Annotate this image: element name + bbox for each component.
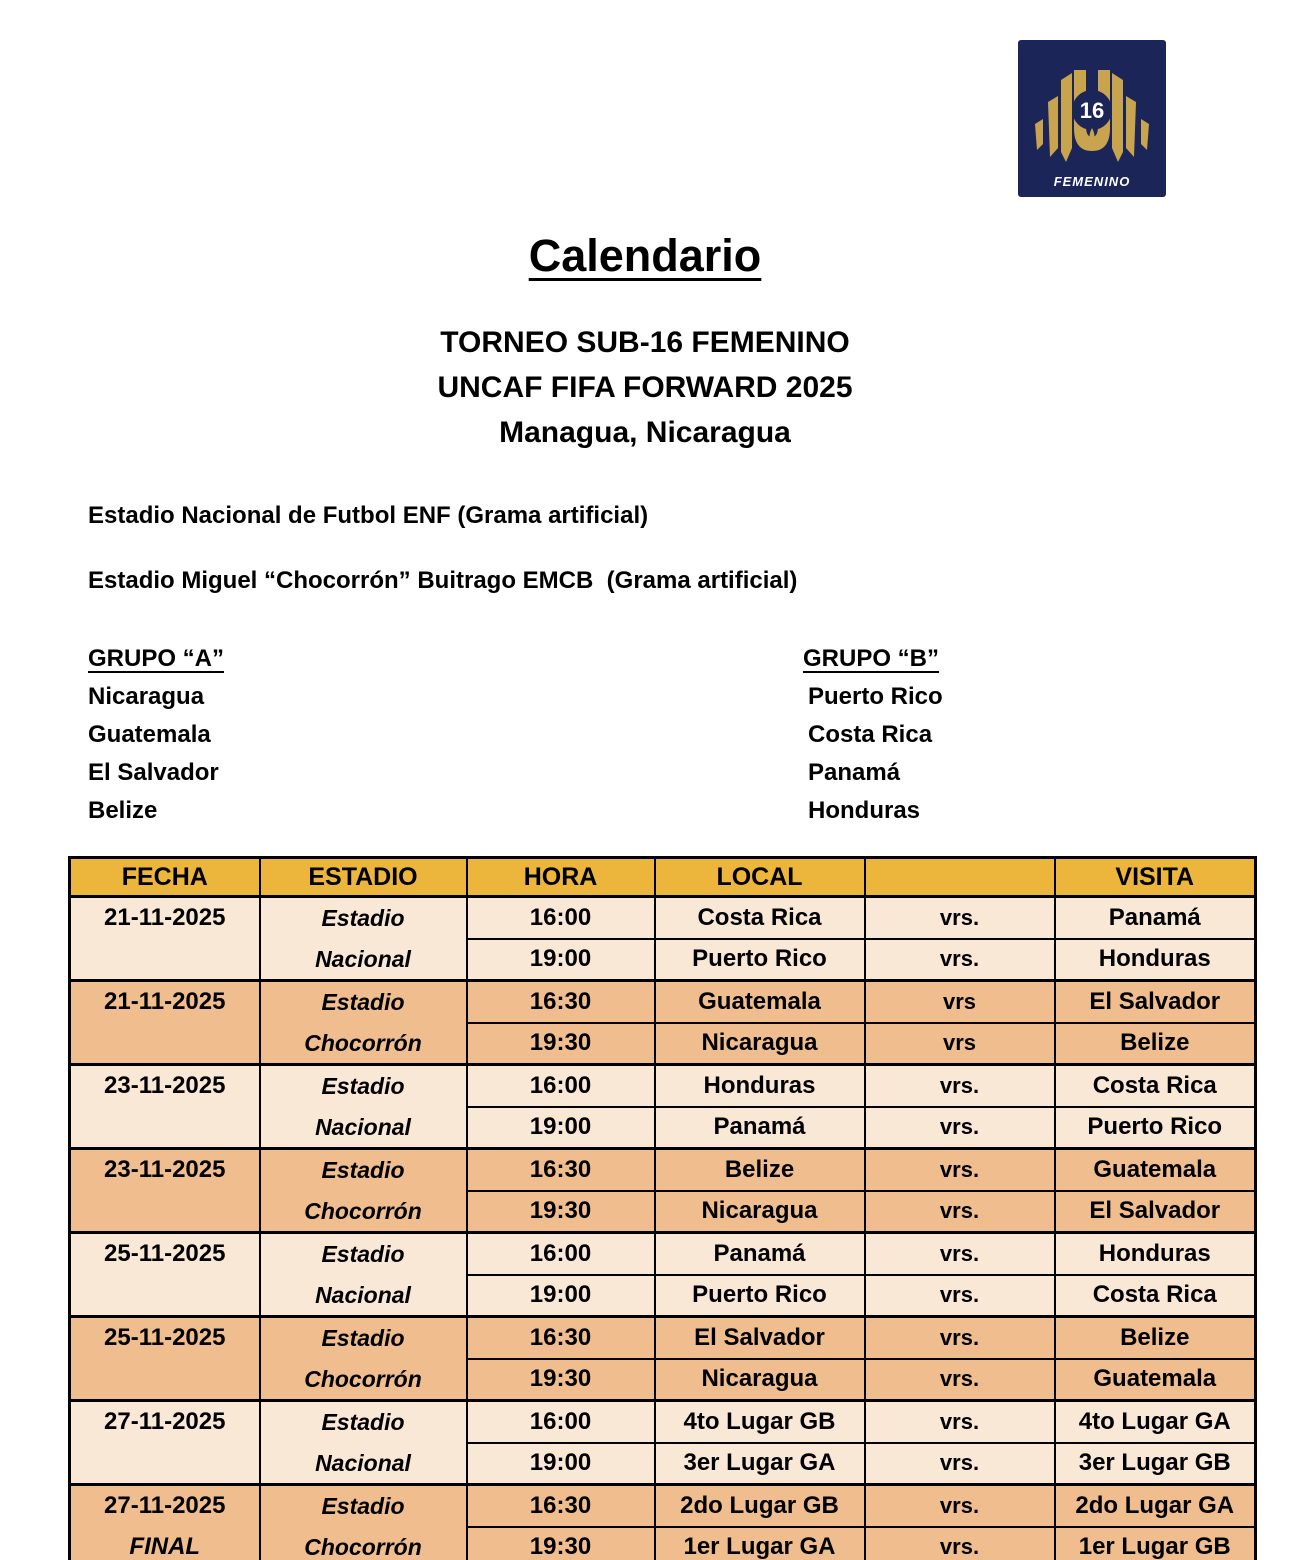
stadium-cell: Estadio Nacional	[260, 897, 467, 981]
tournament-logo-icon	[1018, 40, 1166, 197]
time-cell: 19:00	[467, 1443, 655, 1485]
subtitle-line-location: Managua, Nicaragua	[499, 416, 791, 449]
header-hora: HORA	[467, 858, 655, 897]
away-team-cell: 3er Lugar GB	[1055, 1443, 1256, 1485]
match-row	[70, 897, 1256, 939]
group-a	[88, 640, 224, 830]
away-team-cell: 2do Lugar GA	[1055, 1485, 1256, 1527]
stadium-cell: Estadio Nacional	[260, 1233, 467, 1317]
vrs-cell: vrs.	[865, 1359, 1055, 1401]
date-cell: 21-11-2025	[70, 897, 260, 981]
stadium-cell: Estadio Nacional	[260, 1401, 467, 1485]
away-team-cell: Costa Rica	[1055, 1275, 1256, 1317]
time-cell: 19:00	[467, 1275, 655, 1317]
stadium-cell: Estadio Chocorrón	[260, 1149, 467, 1233]
home-team-cell: 4to Lugar GB	[655, 1401, 865, 1443]
home-team-cell: Puerto Rico	[655, 1275, 865, 1317]
away-team-cell: Belize	[1055, 1317, 1256, 1359]
logo-bar-icon	[1061, 73, 1072, 162]
logo-femenino-text: FEMENINO	[1053, 174, 1131, 189]
vrs-cell: vrs	[865, 981, 1055, 1023]
vrs-cell: vrs.	[865, 1065, 1055, 1107]
header-visita: VISITA	[1055, 858, 1256, 897]
match-row	[70, 1149, 1256, 1191]
vrs-cell: vrs.	[865, 1401, 1055, 1443]
home-team-cell: Panamá	[655, 1233, 865, 1275]
away-team-cell: Guatemala	[1055, 1149, 1256, 1191]
time-cell: 19:00	[467, 939, 655, 981]
home-team-cell: Puerto Rico	[655, 939, 865, 981]
home-team-cell: 1er Lugar GA	[655, 1527, 865, 1560]
away-team-cell: El Salvador	[1055, 981, 1256, 1023]
date-cell: 23-11-2025	[70, 1065, 260, 1149]
time-cell: 19:30	[467, 1191, 655, 1233]
match-row	[70, 1233, 1256, 1275]
subtitle-block	[0, 320, 1290, 455]
away-team-cell: 1er Lugar GB	[1055, 1527, 1256, 1560]
time-cell: 16:00	[467, 1233, 655, 1275]
time-cell: 19:30	[467, 1023, 655, 1065]
schedule-table	[68, 856, 1257, 1560]
away-team-cell: Panamá	[1055, 897, 1256, 939]
group-a-heading: GRUPO “A”	[88, 645, 225, 672]
time-cell: 16:30	[467, 1317, 655, 1359]
home-team-cell: Panamá	[655, 1107, 865, 1149]
time-cell: 19:30	[467, 1359, 655, 1401]
stadium-cell: Estadio Chocorrón	[260, 1485, 467, 1560]
date-cell: 23-11-2025	[70, 1149, 260, 1233]
vrs-cell: vrs	[865, 1023, 1055, 1065]
date-cell: 25-11-2025	[70, 1317, 260, 1401]
group-b-heading: GRUPO “B”	[803, 645, 940, 672]
header-fecha: FECHA	[70, 858, 260, 897]
away-team-cell: Belize	[1055, 1023, 1256, 1065]
match-row	[70, 981, 1256, 1023]
team-item: El Salvador	[88, 759, 219, 786]
date-cell: 27-11-2025	[70, 1401, 260, 1485]
date-cell: 21-11-2025	[70, 981, 260, 1065]
team-item: Puerto Rico	[808, 683, 943, 710]
time-cell: 16:00	[467, 1401, 655, 1443]
home-team-cell: Guatemala	[655, 981, 865, 1023]
vrs-cell: vrs.	[865, 1485, 1055, 1527]
date-cell: 25-11-2025	[70, 1233, 260, 1317]
logo-bar-icon	[1112, 73, 1123, 162]
time-cell: 16:00	[467, 897, 655, 939]
home-team-cell: Nicaragua	[655, 1191, 865, 1233]
away-team-cell: El Salvador	[1055, 1191, 1256, 1233]
header-estadio: ESTADIO	[260, 858, 467, 897]
away-team-cell: Guatemala	[1055, 1359, 1256, 1401]
header-local: LOCAL	[655, 858, 865, 897]
vrs-cell: vrs.	[865, 1275, 1055, 1317]
home-team-cell: Belize	[655, 1149, 865, 1191]
away-team-cell: 4to Lugar GA	[1055, 1401, 1256, 1443]
vrs-cell: vrs.	[865, 1233, 1055, 1275]
home-team-cell: 3er Lugar GA	[655, 1443, 865, 1485]
stadium-note-chocorron: Estadio Miguel “Chocorrón” Buitrago EMCB (Grama artificial)	[88, 567, 798, 594]
team-item: Belize	[88, 797, 158, 824]
time-cell: 16:30	[467, 1149, 655, 1191]
away-team-cell: Honduras	[1055, 1233, 1256, 1275]
time-cell: 16:30	[467, 1485, 655, 1527]
home-team-cell: 2do Lugar GB	[655, 1485, 865, 1527]
team-item: Costa Rica	[808, 721, 933, 748]
vrs-cell: vrs.	[865, 939, 1055, 981]
header-vrs	[865, 858, 1055, 897]
vrs-cell: vrs.	[865, 1107, 1055, 1149]
vrs-cell: vrs.	[865, 1443, 1055, 1485]
vrs-cell: vrs.	[865, 1149, 1055, 1191]
group-b	[803, 640, 943, 830]
match-row	[70, 1485, 1256, 1527]
team-item: Nicaragua	[88, 683, 205, 710]
away-team-cell: Honduras	[1055, 939, 1256, 981]
subtitle-line-edition: UNCAF FIFA FORWARD 2025	[437, 371, 853, 404]
vrs-cell: vrs.	[865, 1527, 1055, 1560]
table-header-row	[70, 858, 1256, 897]
vrs-cell: vrs.	[865, 1191, 1055, 1233]
subtitle-line-tournament: TORNEO SUB-16 FEMENINO	[440, 326, 850, 359]
time-cell: 16:30	[467, 981, 655, 1023]
page-title: Calendario	[528, 230, 762, 281]
away-team-cell: Puerto Rico	[1055, 1107, 1256, 1149]
match-row	[70, 1317, 1256, 1359]
away-team-cell: Costa Rica	[1055, 1065, 1256, 1107]
stadium-cell: Estadio Chocorrón	[260, 1317, 467, 1401]
home-team-cell: Nicaragua	[655, 1023, 865, 1065]
vrs-cell: vrs.	[865, 1317, 1055, 1359]
time-cell: 19:00	[467, 1107, 655, 1149]
stadium-note-nacional: Estadio Nacional de Futbol ENF (Grama artificial)	[88, 502, 649, 529]
logo-16-text: 16	[1079, 98, 1105, 123]
team-item: Guatemala	[88, 721, 211, 748]
match-row	[70, 1401, 1256, 1443]
time-cell: 19:30	[467, 1527, 655, 1560]
home-team-cell: Costa Rica	[655, 897, 865, 939]
match-row	[70, 1065, 1256, 1107]
vrs-cell: vrs.	[865, 897, 1055, 939]
stadium-cell: Estadio Nacional	[260, 1065, 467, 1149]
home-team-cell: Honduras	[655, 1065, 865, 1107]
team-item: Honduras	[808, 797, 921, 824]
team-item: Panamá	[808, 759, 901, 786]
home-team-cell: El Salvador	[655, 1317, 865, 1359]
schedule-body	[70, 897, 1256, 1560]
home-team-cell: Nicaragua	[655, 1359, 865, 1401]
date-cell: 27-11-2025 FINAL	[70, 1485, 260, 1560]
stadium-cell: Estadio Chocorrón	[260, 981, 467, 1065]
time-cell: 16:00	[467, 1065, 655, 1107]
